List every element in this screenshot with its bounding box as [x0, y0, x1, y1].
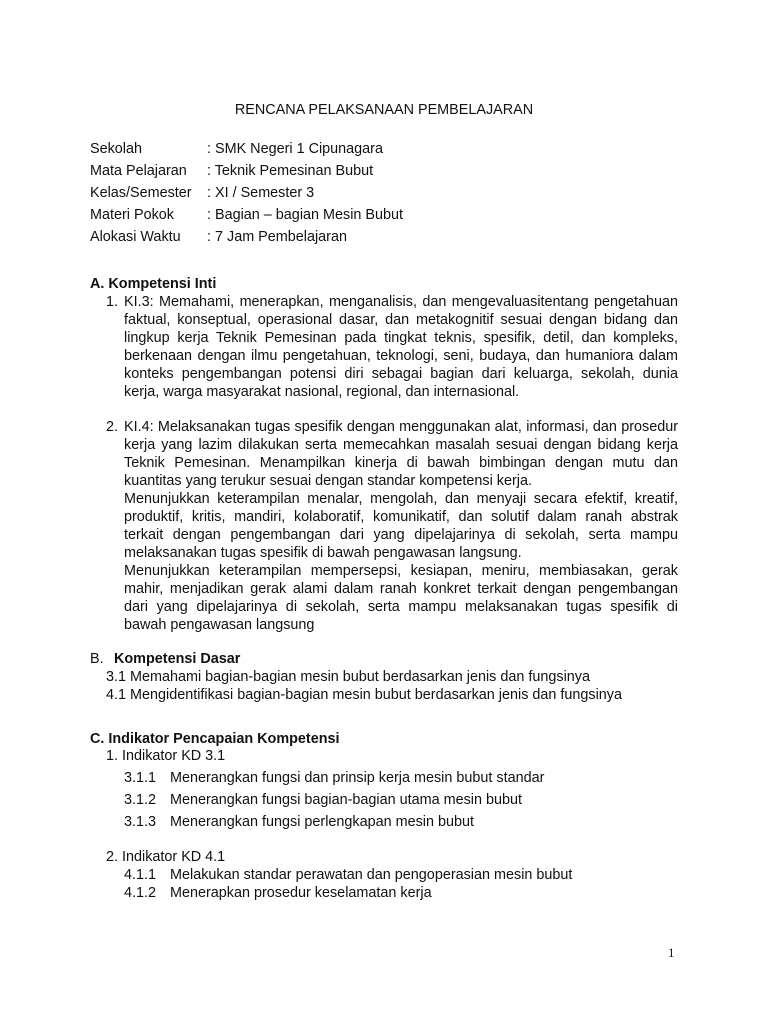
identity-value-class: : XI / Semester 3 — [207, 185, 315, 201]
identity-value-topic: : Bagian – bagian Mesin Bubut — [207, 207, 404, 223]
indicator-code-3-1-2: 3.1.2 — [124, 792, 157, 808]
identity-value-subject: : Teknik Pemesinan Bubut — [207, 163, 374, 179]
ki3-number: 1. — [106, 294, 119, 310]
indicator-text-3-1-1: Menerangkan fungsi dan prinsip kerja mesin bubut standar — [170, 770, 545, 786]
ki4-text-3: Menunjukkan keterampilan mempersepsi, kesiapan, meniru, membiasakan, gerak mahir, menjadikan gerak alami dalam ranah konkret terkait dengan pengembangan dari yang dipelajarinya di sekolah, serta mampu melaksanakan tugas spesifik di bawah pengawasan langsung — [124, 563, 678, 633]
identity-value-school: : SMK Negeri 1 Cipunagara — [207, 141, 383, 157]
document-title: RENCANA PELAKSANAAN PEMBELAJARAN — [234, 102, 534, 118]
ki4-block — [124, 418, 678, 634]
section-c-heading: C. Indikator Pencapaian Kompetensi — [90, 731, 340, 747]
ki3-text: KI.3: Memahami, menerapkan, menganalisis, dan mengevaluasitentang pengetahuan faktual, konseptual, operasional dasar, dan metakognitif sesuai dengan bidang dan lingkup kerja Teknik Pemesinan pada tingkat teknis, spesifik, detil, dan kompleks, berkenaan dengan ilmu pengetahuan, teknologi, seni, budaya, dan humaniora dalam konteks pengembangan potensi diri sebagai bagian dari keluarga, sekolah, dunia kerja, warga masyarakat nasional, regional, dan internasional. — [124, 294, 678, 400]
identity-value-time: : 7 Jam Pembelajaran — [207, 229, 347, 245]
indicator-text-4-1-1: Melakukan standar perawatan dan pengoperasian mesin bubut — [170, 867, 573, 883]
kd-item-3-1: 3.1 Memahami bagian-bagian mesin bubut berdasarkan jenis dan fungsinya — [106, 669, 590, 685]
indicator-code-3-1-3: 3.1.3 — [124, 814, 157, 830]
indicator-text-4-1-2: Menerapkan prosedur keselamatan kerja — [170, 885, 432, 901]
indicator-code-4-1-2: 4.1.2 — [124, 885, 157, 901]
indicator-text-3-1-2: Menerangkan fungsi bagian-bagian utama mesin bubut — [170, 792, 523, 808]
identity-label-time: Alokasi Waktu — [90, 229, 181, 245]
indicator-group-2: 2. Indikator KD 4.1 — [106, 849, 226, 865]
page-number: 1 — [668, 945, 675, 960]
identity-label-class: Kelas/Semester — [90, 185, 192, 201]
indicator-code-3-1-1: 3.1.1 — [124, 770, 157, 786]
identity-label-school: Sekolah — [90, 141, 143, 157]
ki4-text-2: Menunjukkan keterampilan menalar, mengolah, dan menyaji secara efektif, kreatif, produktif, kritis, mandiri, kolaboratif, komunikatif, dan solutif dalam ranah abstrak terkait dengan pengembangan dari yang dipelajarinya di sekolah, serta mampu melaksanakan tugas spesifik di bawah pengawasan langsung. — [124, 491, 678, 561]
kd-item-4-1: 4.1 Mengidentifikasi bagian-bagian mesin bubut berdasarkan jenis dan fungsinya — [106, 687, 623, 703]
indicator-text-3-1-3: Menerangkan fungsi perlengkapan mesin bubut — [170, 814, 475, 830]
ki4-number: 2. — [106, 419, 119, 435]
section-a-heading: A. Kompetensi Inti — [90, 276, 217, 292]
identity-label-topic: Materi Pokok — [90, 207, 174, 223]
ki4-text: KI.4: Melaksanakan tugas spesifik dengan menggunakan alat, informasi, dan prosedur kerja yang lazim dilakukan serta memecahkan masalah sesuai dengan bidang kerja Teknik Pemesinan. Menampilkan kinerja di bawah bimbingan dengan mutu dan kuantitas yang terukur sesuai dengan standar kompetensi kerja. — [124, 419, 678, 489]
indicator-code-4-1-1: 4.1.1 — [124, 867, 157, 883]
indicator-group-1: 1. Indikator KD 3.1 — [106, 748, 226, 764]
identity-label-subject: Mata Pelajaran — [90, 163, 187, 179]
section-b-letter: B. — [90, 651, 104, 667]
section-b-heading: Kompetensi Dasar — [114, 651, 241, 667]
